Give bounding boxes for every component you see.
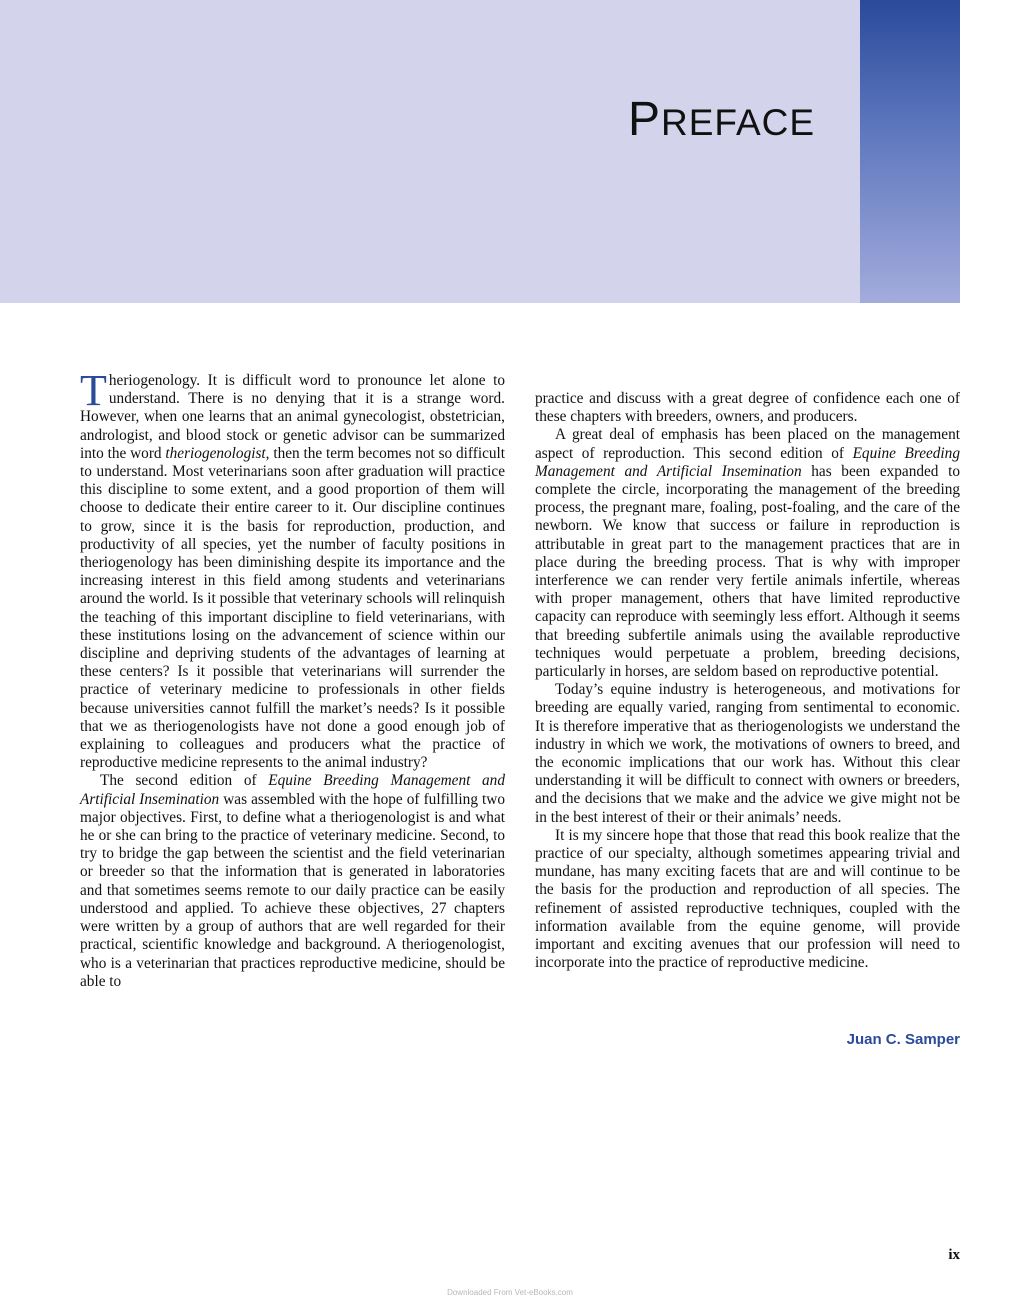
header-accent-bar [860,0,960,303]
paragraph [535,390,960,426]
text-run: It is my sincere hope that those that read this book realize that the practice of our specialty, although sometimes appearing trivial and mundane, has many exciting facets that are and will continue to be the basis for the production and reproduction of all species. The refinement of assisted reproductive techniques, coupled with the information available from the equine genome, will provide important and exciting avenues that our profession will need to incorporate into the practice of reproductive medicine. [535,826,960,972]
page-title-rest: REFACE [661,102,816,143]
page-number: ix [948,1247,960,1263]
author-signature: Juan C. Samper [846,1031,960,1048]
text-run: then the term becomes not so difficult to understand. Most veterinarians soon after graduation will practice this discipline to some extent, and a good proportion of them will choose to dedicate their entire career to it. Our discipline continues to grow, since it is the basis for reproduction, production, and productivity of all species, yet the number of faculty positions in theriogenology has been diminishing despite its importance and the increasing interest in this field among students and veterinarians around the world. Is it possible that veterinary schools will relinquish the teaching of this important discipline to field veterinarians, with these institutions losing on the advancement of science within our discipline and depriving students of the advantages of learning at these centers? Is it possible that veterinarians will surrender the practice of veterinary medicine to professionals in other fields because universities cannot fulfill the market’s needs? Is it possible that we as theriogenologists have not done a good enough job of explaining to colleagues and producers what the practice of reproductive medicine represents to the animal industry? [80,444,506,772]
paragraph [80,366,506,772]
page-title [628,92,815,147]
paragraph [535,827,960,973]
italic-text-run: theriogenologist, [165,444,270,462]
page-title-initial: P [628,93,662,146]
paragraph-text [535,426,960,680]
paragraph [80,772,505,990]
paragraph-text [80,772,505,989]
italic-text-run: Equine Breeding Management and Artificial Insemination [535,444,960,480]
text-run: The second edition of [100,772,269,790]
paragraph-text [535,390,960,425]
download-watermark: Downloaded From Vet-eBooks.com [447,1288,573,1297]
text-run: has been expanded to complete the circle, incorporating the management of the breeding process, the pregnant mare, foaling, post-foaling, and the care of the newborn. We know that success or failure in reproduction is attributable in great part to the management practices that are in place during the breeding process. That is why with improper interference we can render very fertile animals infertile, whereas with proper management, others that have limited reproductive capacity can reproduce with seemingly less effort. Although it seems that breeding subfertile animals using the available reproductive techniques would perpetuate a problem, breeding decisions, particularly in horses, are seldom based on reproductive potential. [535,462,960,681]
text-run: A great deal of emphasis has been placed on the management aspect of reproduction. This second edition of [535,426,960,462]
paragraph [535,681,960,827]
text-run: Today’s equine industry is heterogeneous, and motivations for breeding are equally varied, ranging from sentimental to economic. It is therefore imperative that as theriogenologists we understand the industry in which we work, the motivations of owners to breed, and the economic implications that our work has. Without this clear understanding it will be difficult to connect with owners or breeders, and the decisions that we make and the advice we give might not be in the best interest of their or their animals’ needs. [535,681,960,826]
paragraph-text [80,366,506,772]
text-run: was assembled with the hope of fulfilling two major objectives. First, to define what a theriogenologist is and what he or she can bring to the practice of veterinary medicine. Second, to try to bridge the gap between the scientist and the field veterinarian or breeder so that the information that is generated in laboratories and that sometimes seems remote to our daily practice can be easily understood and applied. To achieve these objectives, 27 chapters were written by a group of authors that are well regarded for their practical, scientific knowledge and background. A theriogenologist, who is a veterinarian that practices reproductive medicine, should be able to [80,790,505,990]
text-run: practice and discuss with a great degree of confidence each one of these chapters with breeders, owners, and producers. [535,390,960,426]
drop-cap: T [80,366,107,415]
paragraph [535,426,960,681]
paragraph-text [535,827,960,971]
italic-text-run: Equine Breeding Management and Artificial Insemination [80,772,505,808]
paragraph-text [535,681,960,825]
right-column [535,390,960,973]
header-band [0,0,960,303]
text-run: heriogenology. It is difficult word to pronounce let alone to understand. There is no denying that it is a strange word. However, when one learns that an animal gynecologist, obstetrician, andrologist, and blood stock or genetic advisor can be summarized into the word [80,372,505,462]
left-column [80,366,506,991]
